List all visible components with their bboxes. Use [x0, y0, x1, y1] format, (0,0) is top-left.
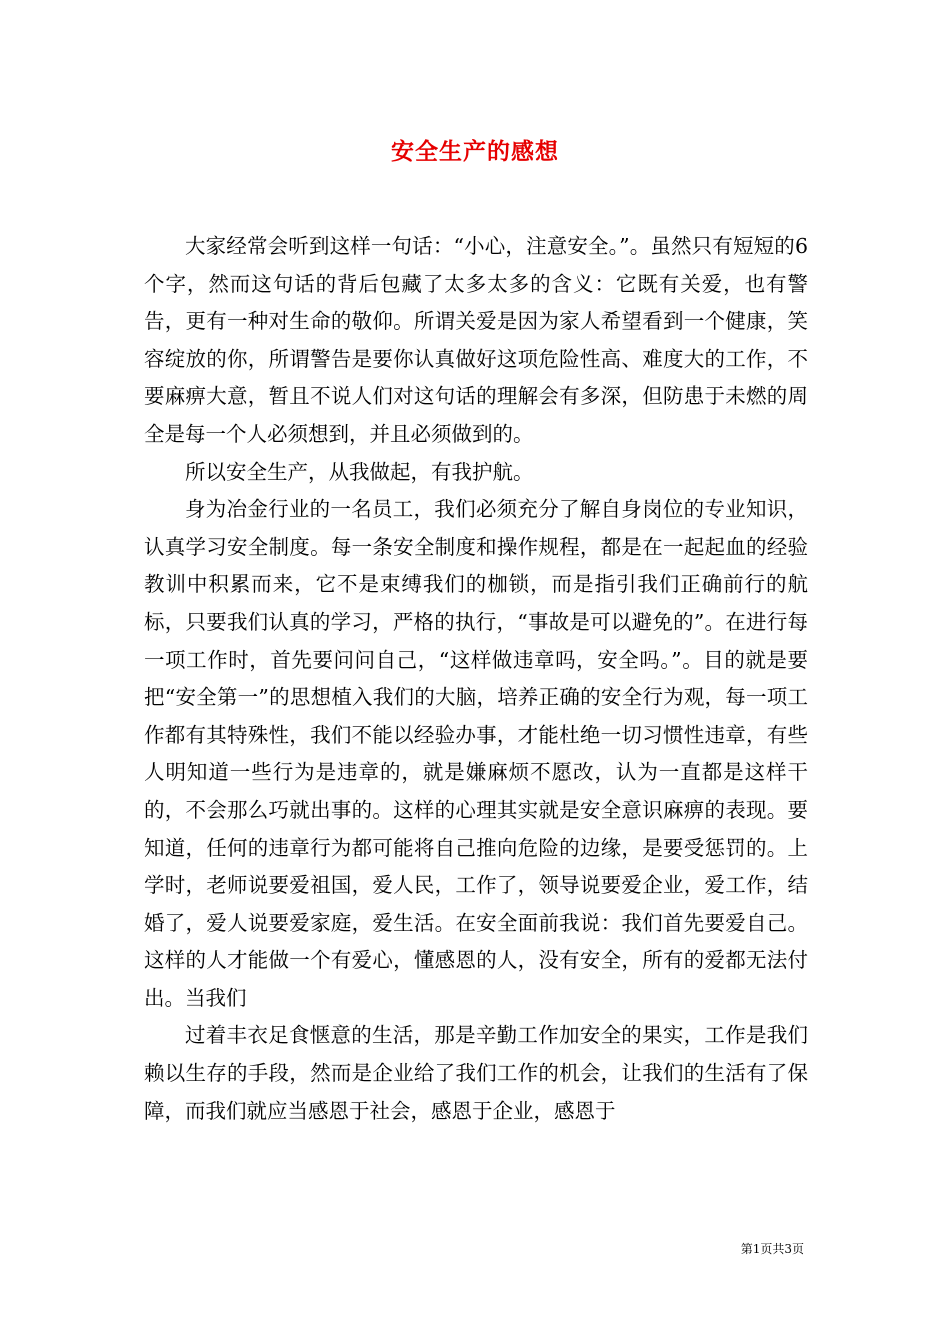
paragraph-2: 所以安全生产，从我做起，有我护航。: [185, 459, 534, 484]
document-body: [144, 228, 808, 1130]
paragraph-4: 过着丰衣足食惬意的生活，那是辛勤工作加安全的果实，工作是我们赖以生存的手段，然而是企业给了我们工作的机会，让我们的生活有了保障，而我们就应当感恩于社会，感恩于企业，感恩于: [144, 1023, 808, 1123]
page-number: 第1页共3页: [740, 1242, 804, 1256]
document-title: 安全生产的感想: [391, 138, 559, 165]
paragraph-3: 身为冶金行业的一名员工，我们必须充分了解自身岗位的专业知识，认真学习安全制度。每一条安全制度和操作规程，都是在一起起血的经验教训中积累而来，它不是束缚我们的枷锁，而是指引我们正确前行的航标，只要我们认真的学习，严格的执行，“事故是可以避免的”。在进行每一项工作时，首先要问问自己，“这样做违章吗，安全吗。”。目的就是要把“安全第一”的思想植入我们的大脑，培养正确的安全行为观，每一项工作都有其特殊性，我们不能以经验办事，才能杜绝一切习惯性违章，有些人明知道一些行为是违章的，就是嫌麻烦不愿改，认为一直都是这样干的，不会那么巧就出事的。这样的心理其实就是安全意识麻痹的表现。要知道，任何的违章行为都可能将自己推向危险的边缘，是要受惩罚的。上学时，老师说要爱祖国，爱人民，工作了，领导说要爱企业，爱工作，结婚了，爱人说要爱家庭，爱生活。在安全面前我说：我们首先要爱自己。这样的人才能做一个有爱心，懂感恩的人，没有安全，所有的爱都无法付出。当我们: [144, 497, 808, 1010]
paragraph-1: 大家经常会听到这样一句话：“小心，注意安全。”。虽然只有短短的6个字，然而这句话的背后包藏了太多太多的含义：它既有关爱，也有警告，更有一种对生命的敬仰。所谓关爱是因为家人希望看到一个健康，笑容绽放的你，所谓警告是要你认真做好这项危险性高、难度大的工作，不要麻痹大意，暂且不说人们对这句话的理解会有多深，但防患于未燃的周全是每一个人必须想到，并且必须做到的。: [144, 234, 808, 446]
